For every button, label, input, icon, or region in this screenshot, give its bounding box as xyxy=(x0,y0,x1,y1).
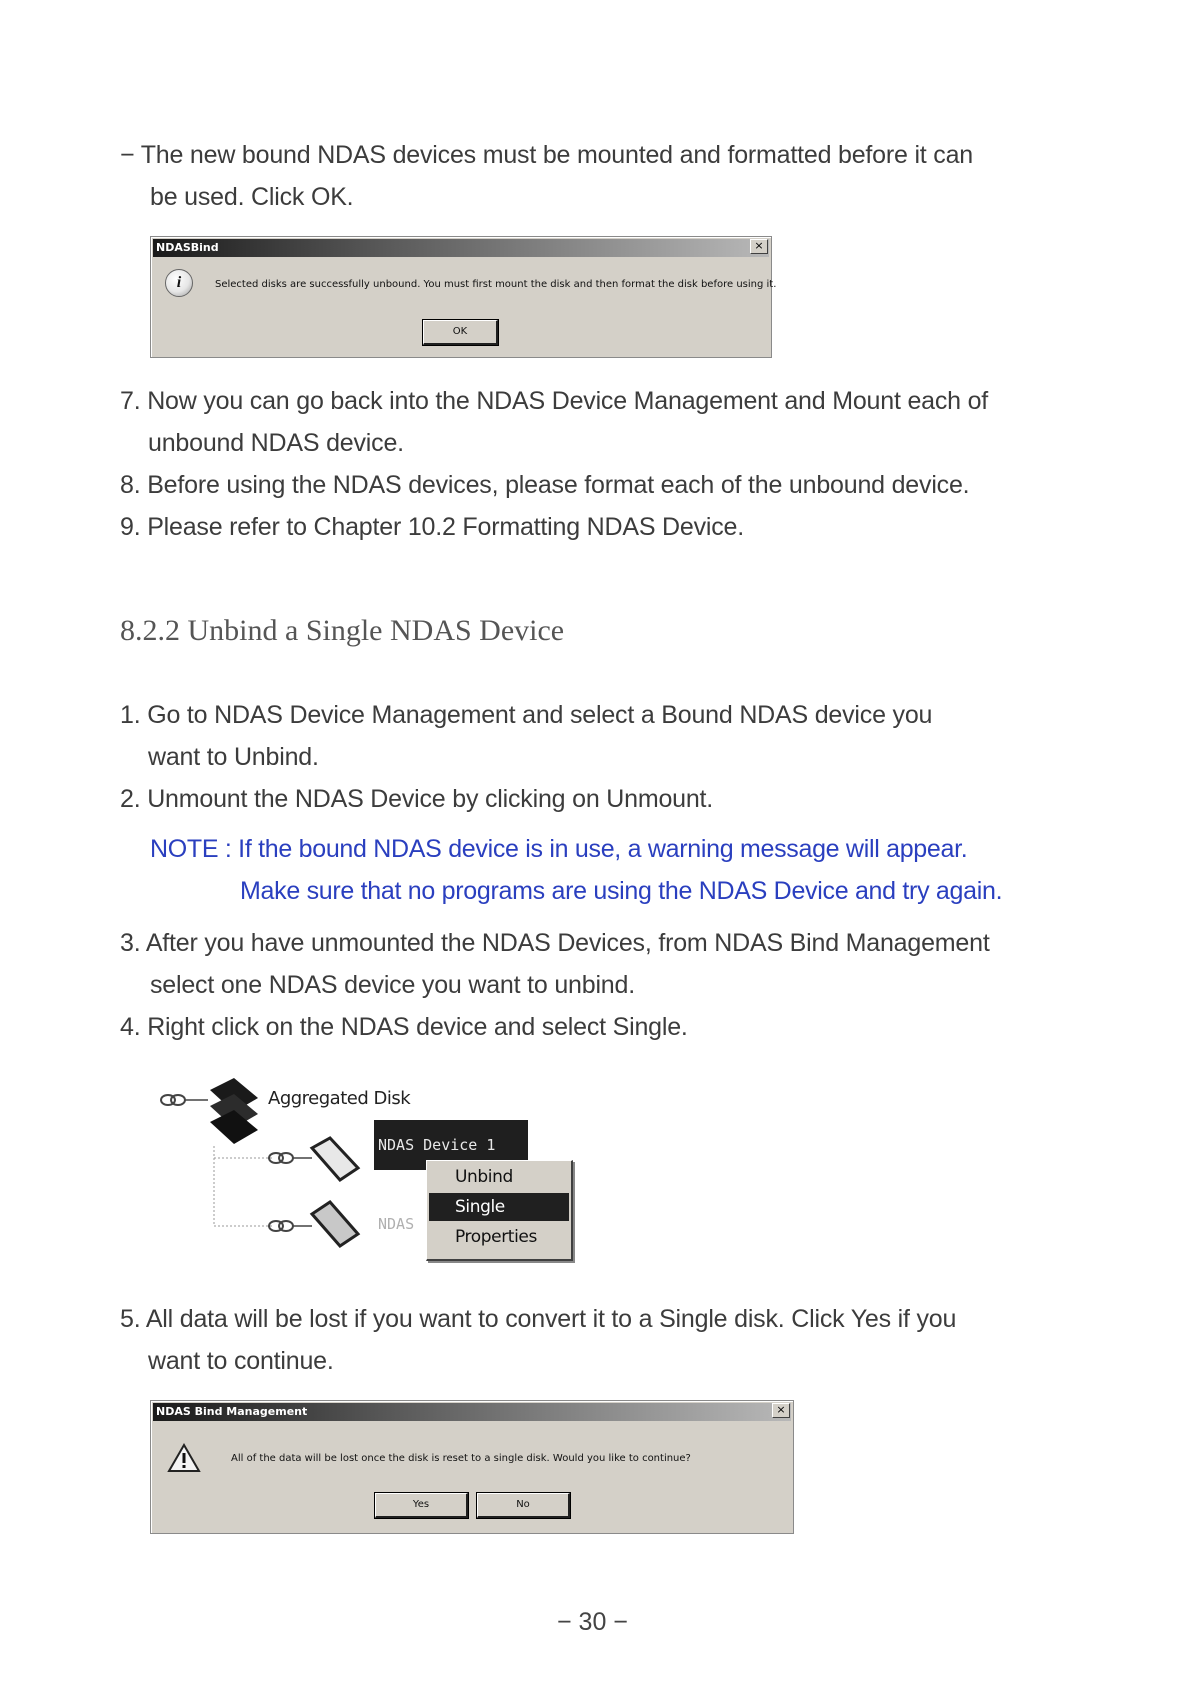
link-icon-root xyxy=(161,1095,208,1105)
bind-tree-view xyxy=(150,1068,600,1288)
menu-item-properties[interactable]: Properties xyxy=(455,1227,537,1247)
step-9: 9. Please refer to Chapter 10.2 Formatting NDAS Device. xyxy=(120,513,745,541)
step-1-line-1: 1. Go to NDAS Device Management and select a Bound NDAS device you xyxy=(120,701,933,729)
ndas-device-1-label[interactable]: NDAS Device 1 xyxy=(374,1120,528,1170)
ndasbind-dialog xyxy=(150,236,777,358)
link-icon-device-1 xyxy=(269,1153,312,1163)
no-button[interactable]: No xyxy=(477,1493,570,1518)
ndas-device-2-label[interactable]: NDAS xyxy=(378,1215,415,1233)
device-1-disk-icon xyxy=(312,1138,358,1180)
ndas-bind-management-dialog xyxy=(150,1400,794,1534)
link-icon-device-2 xyxy=(269,1221,312,1231)
menu-item-unbind[interactable]: Unbind xyxy=(455,1167,513,1187)
dialog-message: Selected disks are successfully unbound. You must first mount the disk and then format the disk before using it. xyxy=(215,279,777,290)
context-menu xyxy=(426,1160,573,1261)
step-7-line-2: unbound NDAS device. xyxy=(148,429,404,457)
dialog-titlebar xyxy=(153,1403,791,1421)
intro-line-2: be used. Click OK. xyxy=(150,183,354,211)
ok-button[interactable]: OK xyxy=(423,320,498,345)
step-3-line-1: 3. After you have unmounted the NDAS Devices, from NDAS Bind Management xyxy=(120,929,990,957)
close-icon[interactable]: × xyxy=(772,1403,790,1418)
menu-item-single[interactable]: Single xyxy=(429,1193,569,1221)
step-7-line-1: 7. Now you can go back into the NDAS Device Management and Mount each of xyxy=(120,387,989,415)
dialog-titlebar xyxy=(153,239,769,257)
dialog-title: NDASBind xyxy=(156,241,219,254)
step-5-line-2: want to continue. xyxy=(148,1347,334,1375)
note-line-1: NOTE : If the bound NDAS device is in use, a warning message will appear. xyxy=(150,835,968,863)
intro-line-1: − The new bound NDAS devices must be mounted and formatted before it can xyxy=(120,141,974,169)
step-8: 8. Before using the NDAS devices, please format each of the unbound device. xyxy=(120,471,970,499)
step-5-line-1: 5. All data will be lost if you want to convert it to a Single disk. Click Yes if you xyxy=(120,1305,957,1333)
yes-button[interactable]: Yes xyxy=(375,1493,468,1518)
aggregated-disk-icon xyxy=(210,1078,258,1144)
note-line-2: Make sure that no programs are using the NDAS Device and try again. xyxy=(240,877,1003,905)
dialog-message: All of the data will be lost once the disk is reset to a single disk. Would you like to continue? xyxy=(231,1453,691,1464)
device-2-disk-icon xyxy=(312,1202,358,1246)
dialog-title: NDAS Bind Management xyxy=(156,1405,308,1418)
step-2: 2. Unmount the NDAS Device by clicking on Unmount. xyxy=(120,785,714,813)
step-4: 4. Right click on the NDAS device and select Single. xyxy=(120,1013,688,1041)
step-3-line-2: select one NDAS device you want to unbind. xyxy=(150,971,635,999)
info-icon: i xyxy=(165,269,193,297)
step-1-line-2: want to Unbind. xyxy=(148,743,319,771)
page-number: − 30 − xyxy=(557,1608,628,1636)
section-heading: 8.2.2 Unbind a Single NDAS Device xyxy=(120,614,565,647)
warning-icon xyxy=(167,1443,201,1473)
aggregated-disk-label[interactable]: Aggregated Disk xyxy=(268,1088,411,1109)
close-icon[interactable]: × xyxy=(750,239,768,254)
